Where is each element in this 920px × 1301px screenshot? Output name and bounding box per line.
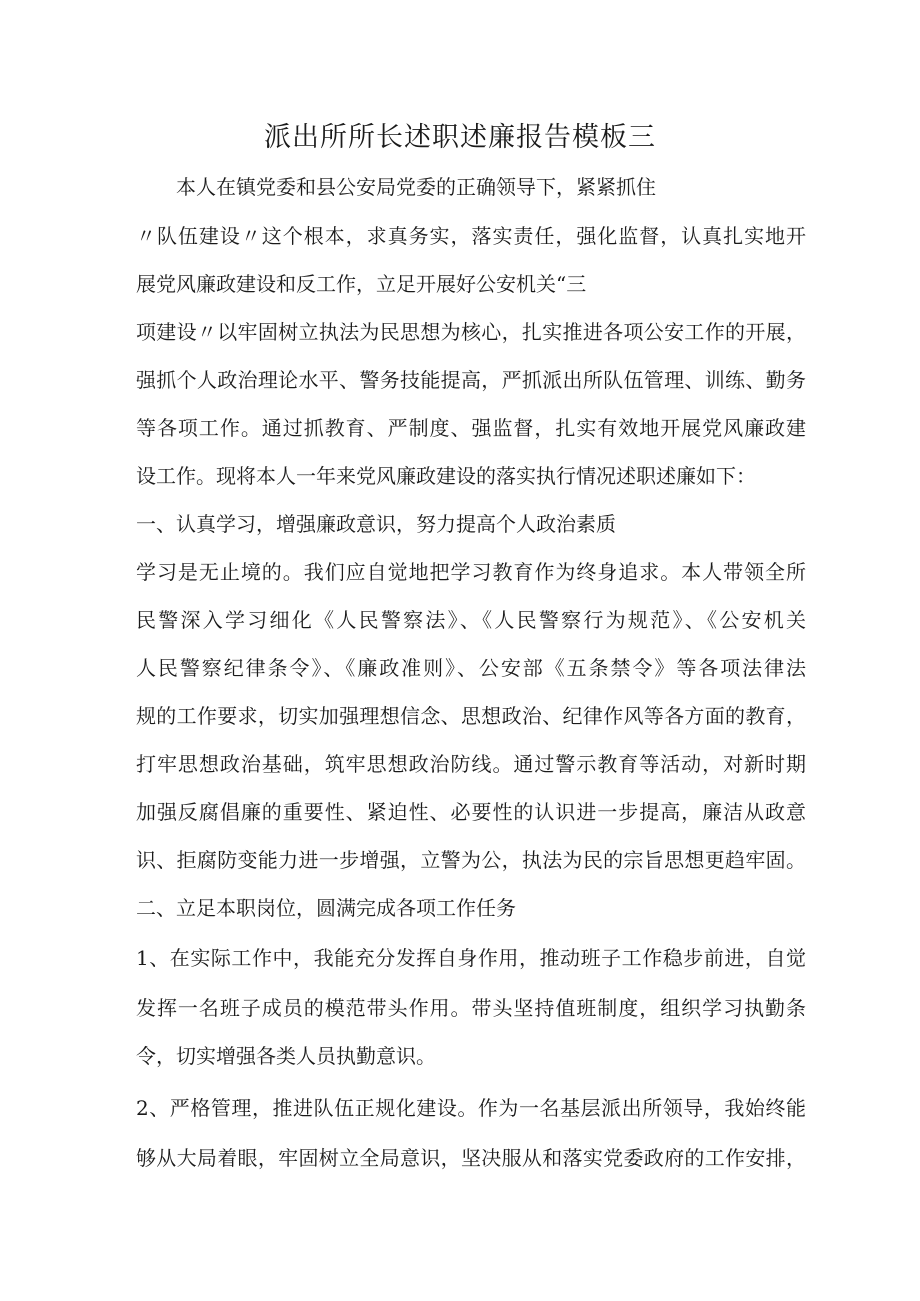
paragraph-line: 识、拒腐防变能力进一步增强，立警为公，执法为民的宗旨思想更趋牢固。 bbox=[136, 848, 806, 872]
section-heading: 二、立足本职岗位，圆满完成各项工作任务 bbox=[136, 896, 516, 920]
paragraph-line: 人民警察纪律条令》、《廉政准则》、公安部《五条禁令》等各项法律法 bbox=[136, 656, 806, 680]
paragraph-line: 项建设〃以牢固树立执法为民思想为核心，扎实推进各项公安工作的开展， bbox=[136, 320, 806, 344]
paragraph-line: 学习是无止境的。我们应自觉地把学习教育作为终身追求。本人带领全所 bbox=[136, 560, 806, 584]
paragraph-line: 民警深入学习细化《人民警察法》、《人民警察行为规范》、《公安机关 bbox=[136, 608, 806, 632]
section-heading: 一、认真学习，增强廉政意识，努力提高个人政治素质 bbox=[136, 512, 616, 536]
paragraph-line: 等各项工作。通过抓教育、严制度、强监督，扎实有效地开展党风廉政建 bbox=[136, 416, 806, 440]
paragraph-line: 2、严格管理，推进队伍正规化建设。作为一名基层派出所领导，我始终能 bbox=[136, 1096, 806, 1120]
paragraph-line: 发挥一名班子成员的模范带头作用。带头坚持值班制度，组织学习执勤条 bbox=[136, 996, 806, 1020]
paragraph-line: 本人在镇党委和县公安局党委的正确领导下，紧紧抓住 bbox=[176, 175, 656, 199]
paragraph-line: 够从大局着眼，牢固树立全局意识，坚决服从和落实党委政府的工作安排， bbox=[136, 1146, 806, 1170]
paragraph-line: 展党风廉政建设和反工作，立足开展好公安机关“三 bbox=[136, 272, 587, 296]
paragraph-line: 规的工作要求，切实加强理想信念、思想政治、纪律作风等各方面的教育， bbox=[136, 704, 806, 728]
paragraph-line: 加强反腐倡廉的重要性、紧迫性、必要性的认识进一步提高，廉洁从政意 bbox=[136, 800, 806, 824]
paragraph-line: 强抓个人政治理论水平、警务技能提高，严抓派出所队伍管理、训练、勤务 bbox=[136, 368, 806, 392]
paragraph-line: 令，切实增强各类人员执勤意识。 bbox=[136, 1044, 436, 1068]
paragraph-line: 打牢思想政治基础，筑牢思想政治防线。通过警示教育等活动，对新时期 bbox=[136, 752, 806, 776]
paragraph-line: 设工作。现将本人一年来党风廉政建设的落实执行情况述职述廉如下： bbox=[136, 464, 756, 488]
paragraph-line: 1、在实际工作中，我能充分发挥自身作用，推动班子工作稳步前进，自觉 bbox=[136, 946, 806, 970]
paragraph-line: 〃队伍建设〃这个根本，求真务实，落实责任，强化监督，认真扎实地开 bbox=[136, 224, 806, 248]
document-title: 派出所所长述职述廉报告模板三 bbox=[264, 122, 656, 153]
